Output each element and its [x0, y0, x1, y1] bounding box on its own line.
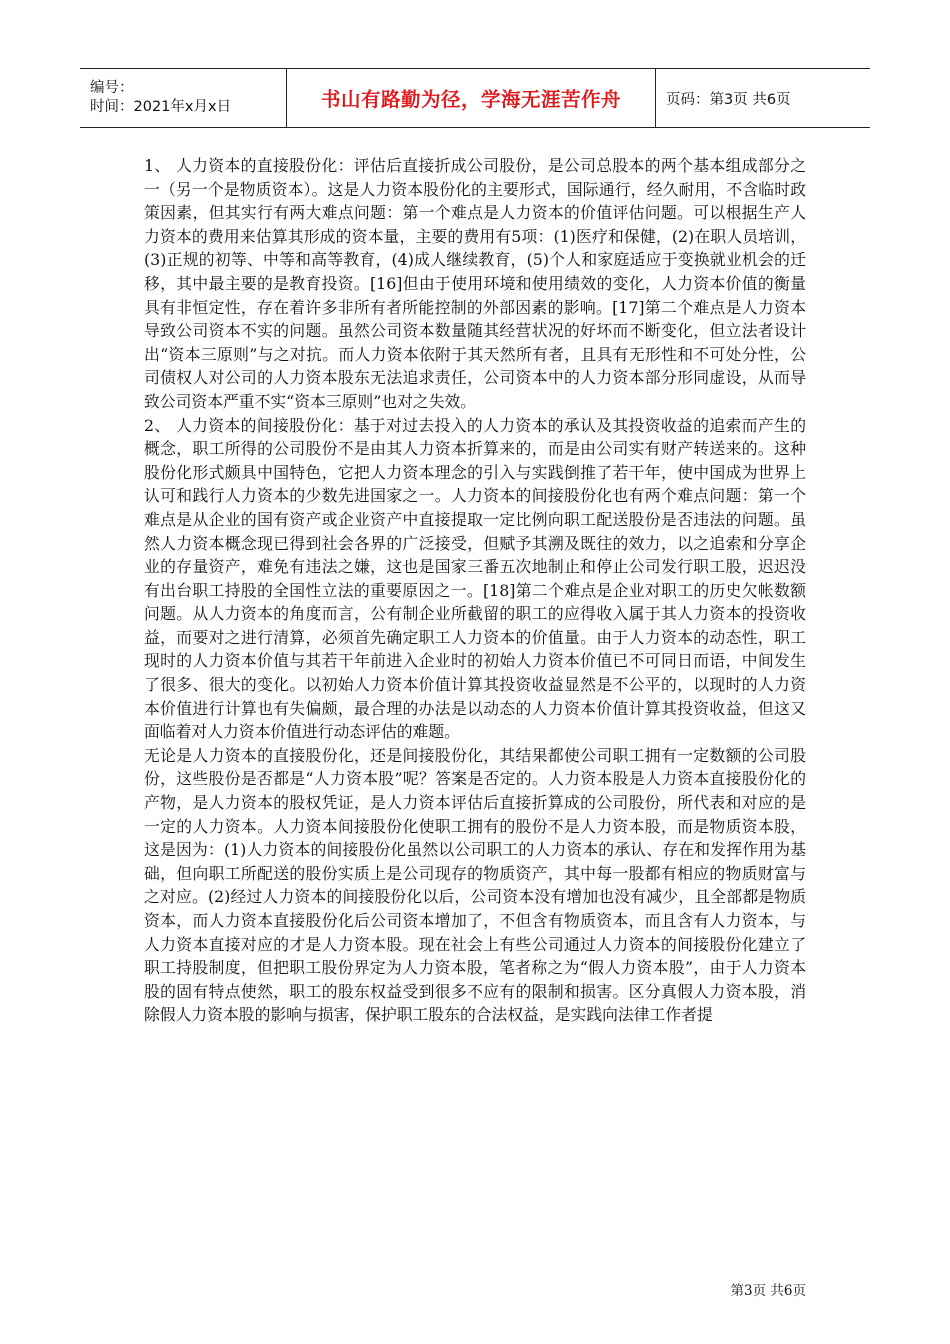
- page-label: 页码：第3页 共6页: [666, 91, 791, 108]
- paragraph-indirect-shares: 2、 人力资本的间接股份化：基于对过去投入的人力资本的承认及其投资收益的追索而产生的概念，职工所得的公司股份不是由其人力资本折算来的，而是由公司实有财产转送来的。这种股份化形式颇具中国特色，它把人力资本理念的引入与实践倒推了若干年，使中国成为世界上认可和践行人力资本的少数先进国家之一。人力资本的间接股份化也有两个难点问题：第一个难点是从企业的国有资产或企业资产中直接提取一定比例向职工配送股份是否违法的问题。虽然人力资本概念现已得到社会各界的广泛接受，但赋予其溯及既往的效力，以之追索和分享企业的存量资产，难免有违法之嫌，这也是国家三番五次地制止和停止公司发行职工股，迟迟没有出台职工持股的全国性立法的重要原因之一。[18]第二个难点是企业对职工的历史欠帐数额问题。从人力资本的角度而言，公有制企业所截留的职工的应得收入属于其人力资本的投资收益，而要对之进行清算，必须首先确定职工人力资本的价值量。由于人力资本的动态性，职工现时的人力资本价值与其若干年前进入企业时的初始人力资本价值已不可同日而语，中间发生了很多、很大的变化。以初始人力资本价值计算其投资收益显然是不公平的，以现时的人力资本价值进行计算也有失偏颇，最合理的办法是以动态的人力资本价值计算其投资收益，但这又面临着对人力资本价值进行动态评估的难题。: [144, 415, 806, 742]
- header-motto-cell: [286, 69, 656, 127]
- header-page-cell: [656, 69, 870, 127]
- document-header: [80, 68, 870, 128]
- header-meta: [80, 69, 286, 127]
- page-footer: 第3页 共6页: [730, 1283, 806, 1299]
- number-label: 编号：: [90, 80, 134, 96]
- document-body: [144, 154, 806, 1027]
- paragraph-direct-shares: 1、 人力资本的直接股份化：评估后直接折成公司股份，是公司总股本的两个基本组成部分之一（另一个是物质资本）。这是人力资本股份化的主要形式，国际通行，经久耐用，不含临时政策因素，但其实行有两大难点问题：第一个难点是人力资本的价值评估问题。可以根据生产人力资本的费用来估算其形成的资本量，主要的费用有5项：(1)医疗和保健，(2)在职人员培训，(3)正规的初等、中等和高等教育，(4)成人继续教育，(5)个人和家庭适应于变换就业机会的迁移，其中最主要的是教育投资。[16]但由于使用环境和使用绩效的变化，人力资本价值的衡量具有非恒定性，存在着许多非所有者所能控制的外部因素的影响。[17]第二个难点是人力资本导致公司资本不实的问题。虽然公司资本数量随其经营状况的好坏而不断变化，但立法者设计出“资本三原则”与之对抗。而人力资本依附于其天然所有者，且具有无形性和不可处分性，公司债权人对公司的人力资本股东无法追求责任，公司资本中的人力资本部分形同虚设，从而导致公司资本严重不实“资本三原则”也对之失效。: [144, 156, 806, 411]
- motto-text: 书山有路勤为径，学海无涯苦作舟: [320, 88, 621, 111]
- date-label: 时间：2021年x月x日: [90, 99, 232, 115]
- paragraph-conclusion: 无论是人力资本的直接股份化，还是间接股份化，其结果都使公司职工拥有一定数额的公司股份，这些股份是否都是“人力资本股”呢？答案是否定的。人力资本股是人力资本直接股份化的产物，是人力资本的股权凭证，是人力资本评估后直接折算成的公司股份，所代表和对应的是一定的人力资本。人力资本间接股份化使职工拥有的股份不是人力资本股，而是物质资本股，这是因为：(1)人力资本的间接股份化虽然以公司职工的人力资本的承认、存在和发挥作用为基础，但向职工所配送的股份实质上是公司现存的物质资产，其中每一股都有相应的物质财富与之对应。(2)经过人力资本的间接股份化以后，公司资本没有增加也没有减少，且全部都是物质资本，而人力资本直接股份化后公司资本增加了，不但含有物质资本，而且含有人力资本，与人力资本直接对应的才是人力资本股。现在社会上有些公司通过人力资本的间接股份化建立了职工持股制度，但把职工股份界定为人力资本股，笔者称之为“假人力资本股”，由于人力资本股的固有特点使然，职工的股东权益受到很多不应有的限制和损害。区分真假人力资本股，消除假人力资本股的影响与损害，保护职工股东的合法权益，是实践向法律工作者提: [144, 745, 806, 1025]
